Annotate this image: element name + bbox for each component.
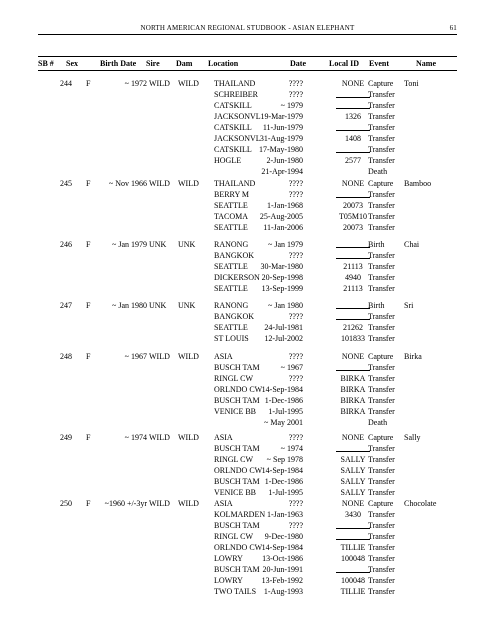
event-type: Death (368, 167, 388, 177)
event-date: ???? (288, 179, 303, 188)
event-type: Transfer (368, 477, 395, 487)
event-date: 1-Jan-1963 (267, 510, 303, 520)
sire: WILD (149, 179, 170, 188)
event-type: Capture (368, 433, 394, 442)
location: LOWRY (214, 554, 243, 564)
page-header (38, 22, 457, 35)
location: HOGLE (214, 156, 242, 166)
birth-date: ~ Jan 1979 (112, 240, 147, 249)
blank-local-id-line (336, 250, 370, 259)
event-date: 1-Aug-1993 (263, 587, 303, 597)
local-id: NONE (341, 352, 365, 361)
sex: F (86, 352, 91, 361)
record-line (0, 133, 495, 144)
location: SEATTLE (214, 323, 248, 333)
sire: WILD (149, 352, 170, 361)
event-type: Transfer (368, 521, 395, 531)
event-type: Transfer (368, 90, 395, 100)
record-line (0, 311, 495, 322)
col-sex: Sex (66, 59, 78, 68)
event-type: Transfer (368, 201, 395, 211)
blank-local-id-line (336, 100, 370, 109)
event-type: Capture (368, 79, 394, 88)
record-line (0, 200, 495, 211)
sex: F (86, 79, 91, 88)
record-line (0, 211, 495, 222)
record-line (0, 222, 495, 233)
location: BUSCH TAM (214, 565, 260, 575)
event-type: Transfer (368, 156, 395, 166)
record-line (0, 373, 495, 384)
event-type: Birth (368, 301, 385, 310)
record-line (0, 531, 495, 542)
dam: UNK (178, 240, 196, 249)
col-event: Event (369, 59, 389, 68)
event-date: 19-Mar-1979 (260, 112, 303, 122)
event-date: 20-Sep-1998 (261, 273, 303, 283)
sire: WILD (149, 79, 170, 88)
dam: WILD (178, 352, 199, 361)
event-date: 1-Jul-1995 (268, 488, 303, 498)
event-date: ???? (288, 433, 303, 442)
record-line (0, 476, 495, 487)
record-line (0, 166, 495, 177)
event-date: 1-Dec-1986 (264, 396, 303, 406)
animal-name: Chai (404, 240, 420, 249)
event-date: ???? (288, 521, 303, 531)
event-date: 14-Sep-1984 (261, 385, 303, 395)
local-id: SALLY (340, 466, 366, 476)
event-date: 31-Aug-1979 (259, 134, 303, 144)
column-header-row (38, 56, 457, 71)
event-type: Transfer (368, 273, 395, 283)
event-type: Transfer (368, 323, 395, 333)
event-type: Death (368, 418, 388, 428)
local-id: NONE (341, 433, 365, 442)
location: RINGL CW (214, 532, 254, 542)
location: TWO TAILS (214, 587, 257, 597)
record-line (0, 322, 495, 333)
location: THAILAND (214, 79, 256, 88)
event-type: Transfer (368, 123, 395, 133)
page-number: 61 (449, 24, 457, 32)
sb-number: 244 (60, 79, 72, 88)
record-line (0, 443, 495, 454)
event-date: 17-May-1980 (259, 145, 303, 155)
record-line (0, 406, 495, 417)
location: KOLMARDEN (214, 510, 266, 520)
local-id: BIRKA (340, 385, 366, 395)
sb-number: 248 (60, 352, 72, 361)
record-line (0, 189, 495, 200)
record-line (0, 553, 495, 564)
event-date: ~ May 2001 (264, 418, 303, 428)
location: ASIA (214, 352, 233, 361)
birth-date: ~1960 +/-3yr (104, 499, 147, 508)
event-type: Transfer (368, 134, 395, 144)
col-birth-date: Birth Date (100, 59, 137, 68)
local-id: BIRKA (340, 407, 366, 417)
record-line (0, 454, 495, 465)
animal-name: Bamboo (404, 179, 432, 188)
sire: UNK (149, 301, 167, 310)
event-type: Transfer (368, 112, 395, 122)
event-date: 9-Dec-1980 (264, 532, 303, 542)
local-id: TILLIE (340, 587, 366, 597)
record-line (0, 498, 495, 509)
local-id: 1326 (345, 112, 361, 122)
sb-number: 250 (60, 499, 72, 508)
location: SEATTLE (214, 223, 248, 233)
col-sire: Sire (146, 59, 160, 68)
sb-number: 249 (60, 433, 72, 442)
location: CATSKILL (214, 101, 252, 111)
local-id: 1408 (345, 134, 361, 144)
event-type: Transfer (368, 262, 395, 272)
event-date: 14-Sep-1984 (261, 543, 303, 553)
blank-local-id-line (336, 362, 370, 371)
record-line (0, 239, 495, 250)
record-line (0, 575, 495, 586)
location: RINGL CW (214, 455, 254, 465)
record-line (0, 542, 495, 553)
col-dam: Dam (176, 59, 193, 68)
location: LOWRY (214, 576, 243, 586)
dam: UNK (178, 301, 196, 310)
col-local-id: Local ID (329, 59, 359, 68)
blank-local-id-line (336, 300, 370, 309)
location: ASIA (214, 499, 233, 508)
sex: F (86, 301, 91, 310)
location: RINGL CW (214, 374, 254, 384)
record-line (0, 111, 495, 122)
blank-local-id-line (336, 89, 370, 98)
local-id: 21113 (343, 262, 363, 272)
birth-date: ~ 1972 (124, 79, 147, 88)
location: DICKERSON (214, 273, 260, 283)
location: VENICE BB (214, 407, 256, 417)
event-date: ~ Sep 1978 (266, 455, 303, 465)
record-line (0, 155, 495, 166)
event-type: Transfer (368, 576, 395, 586)
local-id: TILLIE (340, 543, 366, 553)
location: BANGKOK (214, 251, 254, 261)
event-date: ???? (288, 499, 303, 508)
animal-name: Chocolate (404, 499, 437, 508)
local-id: 20073 (343, 223, 363, 233)
col-name: Name (416, 59, 436, 68)
event-date: 11-Jan-2006 (263, 223, 303, 233)
event-date: 20-Jun-1991 (262, 565, 303, 575)
event-date: ???? (288, 251, 303, 261)
location: BUSCH TAM (214, 444, 260, 454)
record-line (0, 362, 495, 373)
event-date: 1-Dec-1986 (264, 477, 303, 487)
record-line (0, 586, 495, 597)
event-type: Transfer (368, 251, 395, 261)
location: BERRY M (214, 190, 250, 200)
blank-local-id-line (336, 443, 370, 452)
location: VENICE BB (214, 488, 256, 498)
blank-local-id-line (336, 311, 370, 320)
record-line (0, 89, 495, 100)
animal-name: Toni (404, 79, 419, 88)
sb-number: 247 (60, 301, 72, 310)
event-type: Transfer (368, 374, 395, 384)
event-date: ???? (288, 190, 303, 200)
animal-name: Sally (404, 433, 421, 442)
record-line (0, 144, 495, 155)
blank-local-id-line (336, 122, 370, 131)
local-id: NONE (341, 79, 365, 88)
location: RANONG (214, 240, 249, 249)
location: JACKSONVL (214, 134, 261, 144)
record-line (0, 122, 495, 133)
record-line (0, 417, 495, 428)
event-date: 13-Oct-1986 (262, 554, 303, 564)
local-id: 21113 (343, 284, 363, 294)
event-type: Capture (368, 499, 394, 508)
dam: WILD (178, 79, 199, 88)
event-date: 14-Sep-1984 (261, 466, 303, 476)
local-id: NONE (341, 179, 365, 188)
event-date: ~ 1974 (280, 444, 303, 454)
event-type: Transfer (368, 363, 395, 373)
birth-date: ~ Jan 1980 (112, 301, 147, 310)
event-type: Transfer (368, 565, 395, 575)
record-line (0, 78, 495, 89)
event-date: ~ Jan 1980 (268, 301, 303, 310)
record-line (0, 465, 495, 476)
event-date: 24-Jul-1981 (264, 323, 303, 333)
local-id: BIRKA (340, 374, 366, 384)
event-type: Transfer (368, 212, 395, 222)
sex: F (86, 179, 91, 188)
dam: WILD (178, 179, 199, 188)
event-type: Transfer (368, 223, 395, 233)
local-id: SALLY (340, 488, 366, 498)
local-id: 20073 (343, 201, 363, 211)
event-type: Transfer (368, 543, 395, 553)
event-type: Capture (368, 179, 394, 188)
location: BANGKOK (214, 312, 254, 322)
record-line (0, 395, 495, 406)
local-id: T05M10 (339, 212, 367, 222)
record-line (0, 333, 495, 344)
birth-date: ~ 1967 (124, 352, 147, 361)
local-id: 3430 (345, 510, 361, 520)
event-type: Transfer (368, 466, 395, 476)
event-type: Capture (368, 352, 394, 361)
location: JACKSONVL (214, 112, 261, 122)
event-type: Transfer (368, 455, 395, 465)
dam: WILD (178, 433, 199, 442)
record-line (0, 100, 495, 111)
record-line (0, 487, 495, 498)
location: THAILAND (214, 179, 256, 188)
local-id: 21262 (343, 323, 363, 333)
location: SEATTLE (214, 201, 248, 211)
event-type: Transfer (368, 444, 395, 454)
local-id: 4940 (345, 273, 361, 283)
event-type: Transfer (368, 587, 395, 597)
event-date: ~ Jan 1979 (268, 240, 303, 249)
blank-local-id-line (336, 520, 370, 529)
event-date: ~ 1967 (280, 363, 303, 373)
event-date: ???? (288, 374, 303, 384)
record-line (0, 283, 495, 294)
event-date: ???? (288, 79, 303, 88)
event-date: 25-Aug-2005 (259, 212, 303, 222)
local-id: 2577 (345, 156, 361, 166)
event-type: Transfer (368, 385, 395, 395)
event-type: Transfer (368, 101, 395, 111)
event-type: Transfer (368, 284, 395, 294)
location: BUSCH TAM (214, 363, 260, 373)
record-line (0, 250, 495, 261)
location: SEATTLE (214, 284, 248, 294)
record-line (0, 384, 495, 395)
sex: F (86, 499, 91, 508)
sex: F (86, 433, 91, 442)
event-date: 1-Jan-1968 (267, 201, 303, 211)
animal-name: Sri (404, 301, 414, 310)
birth-date: ~ 1974 (124, 433, 147, 442)
local-id: BIRKA (340, 396, 366, 406)
location: ORLNDO CW (214, 466, 263, 476)
record-line (0, 261, 495, 272)
location: CATSKILL (214, 145, 252, 155)
sb-number: 246 (60, 240, 72, 249)
event-type: Transfer (368, 396, 395, 406)
blank-local-id-line (336, 531, 370, 540)
record-line (0, 351, 495, 362)
event-date: 2-Jun-1980 (266, 156, 303, 166)
sex: F (86, 240, 91, 249)
record-line (0, 178, 495, 189)
record-line (0, 509, 495, 520)
record-line (0, 564, 495, 575)
location: ST LOUIS (214, 334, 249, 344)
birth-date: ~ Nov 1966 (108, 179, 147, 188)
location: CATSKILL (214, 123, 252, 133)
col-date: Date (290, 59, 306, 68)
sire: WILD (149, 499, 170, 508)
animal-name: Birka (404, 352, 422, 361)
location: ORLNDO CW (214, 543, 263, 553)
location: ORLNDO CW (214, 385, 263, 395)
event-date: 11-Jun-1979 (262, 123, 303, 133)
event-type: Transfer (368, 312, 395, 322)
blank-local-id-line (336, 239, 370, 248)
local-id: SALLY (340, 455, 366, 465)
sire: WILD (149, 433, 170, 442)
event-date: 13-Sep-1999 (261, 284, 303, 294)
event-type: Birth (368, 240, 385, 249)
record-line (0, 520, 495, 531)
event-date: ???? (288, 312, 303, 322)
location: TACOMA (214, 212, 249, 222)
sb-number: 245 (60, 179, 72, 188)
event-date: 13-Feb-1992 (261, 576, 303, 586)
local-id: SALLY (340, 477, 366, 487)
event-type: Transfer (368, 488, 395, 498)
blank-local-id-line (336, 189, 370, 198)
event-type: Transfer (368, 334, 395, 344)
record-line (0, 272, 495, 283)
event-type: Transfer (368, 510, 395, 520)
location: BUSCH TAM (214, 521, 260, 531)
location: SEATTLE (214, 262, 248, 272)
event-type: Transfer (368, 407, 395, 417)
local-id: 101833 (341, 334, 365, 344)
local-id: NONE (341, 499, 365, 508)
location: ASIA (214, 433, 233, 442)
location: SCHREIBER (214, 90, 259, 100)
location: RANONG (214, 301, 249, 310)
event-date: 12-Jul-2002 (264, 334, 303, 344)
blank-local-id-line (336, 564, 370, 573)
event-date: 1-Jul-1995 (268, 407, 303, 417)
event-date: 21-Apr-1994 (261, 167, 303, 177)
local-id: 100048 (341, 576, 365, 586)
sire: UNK (149, 240, 167, 249)
local-id: 100048 (341, 554, 365, 564)
col-sb: SB # (38, 59, 54, 68)
event-date: ~ 1979 (280, 101, 303, 111)
event-type: Transfer (368, 190, 395, 200)
event-date: ???? (288, 90, 303, 100)
blank-local-id-line (336, 144, 370, 153)
event-type: Transfer (368, 145, 395, 155)
event-type: Transfer (368, 532, 395, 542)
dam: WILD (178, 499, 199, 508)
page-header-title: NORTH AMERICAN REGIONAL STUDBOOK - ASIAN ELEPHANT (140, 24, 355, 32)
event-date: 30-Mar-1980 (260, 262, 303, 272)
col-location: Location (208, 59, 239, 68)
location: BUSCH TAM (214, 477, 260, 487)
event-date: ???? (288, 352, 303, 361)
event-type: Transfer (368, 554, 395, 564)
record-line (0, 300, 495, 311)
record-line (0, 432, 495, 443)
location: BUSCH TAM (214, 396, 260, 406)
